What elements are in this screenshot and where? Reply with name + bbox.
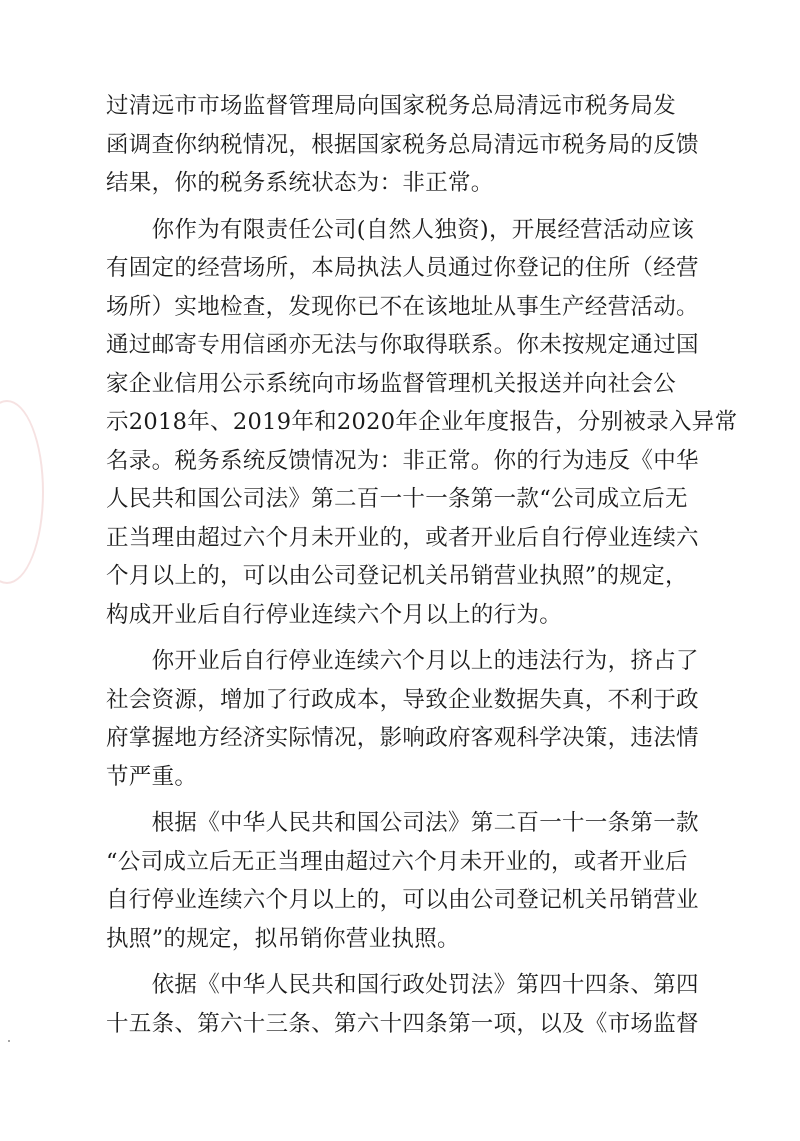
text-line: 通过邮寄专用信函亦无法与你取得联系。你未按规定通过国 bbox=[106, 332, 699, 358]
text-line: 节严重。 bbox=[106, 763, 198, 790]
text-line: 自行停业连续六个月以上的，可以由公司登记机关吊销营业 bbox=[106, 887, 699, 913]
text-line: 十五条、第六十三条、第六十四条第一项，以及《市场监督 bbox=[106, 1010, 699, 1037]
paragraph-legal-basis bbox=[106, 804, 699, 958]
text-line: 正当理由超过六个月未开业的，或者开业后自行停业连续六 bbox=[106, 524, 699, 551]
text-line: 执照”的规定，拟吊销你营业执照。 bbox=[106, 925, 460, 952]
text-line: 根据《中华人民共和国公司法》第二百一十一条第一款 bbox=[106, 810, 699, 836]
text-line: 家企业信用公示系统向市场监督管理机关报送并向社会公 bbox=[106, 370, 677, 397]
paragraph-tax-status bbox=[106, 87, 699, 203]
text-line: “公司成立后无正当理由超过六个月未开业的，或者开业后 bbox=[106, 848, 688, 875]
text-line: 构成开业后自行停业连续六个月以上的行为。 bbox=[106, 601, 563, 628]
document-body bbox=[106, 87, 738, 1043]
text-line: 名录。税务系统反馈情况为：非正常。你的行为违反《中华 bbox=[106, 447, 699, 474]
text-line: 场所）实地检查，发现你已不在该地址从事生产经营活动。 bbox=[106, 293, 699, 320]
text-line: 依据《中华人民共和国行政处罚法》第四十四条、第四 bbox=[106, 972, 699, 998]
text-line: 结果，你的税务系统状态为：非正常。 bbox=[106, 170, 494, 196]
text-line: 人民共和国公司法》第二百一十一条第一款“公司成立后无 bbox=[106, 486, 688, 512]
text-line: 你作为有限责任公司(自然人独资)，开展经营活动应该 bbox=[106, 216, 695, 243]
text-line: 个月以上的，可以由公司登记机关吊销营业执照”的规定， bbox=[106, 563, 688, 589]
paragraph-penalty-law bbox=[106, 966, 699, 1043]
text-line: 示2018年、2019年和2020年企业年度报告，分别被录入异常 bbox=[106, 409, 738, 435]
text-line: 函调查你纳税情况，根据国家税务总局清远市税务局的反馈 bbox=[106, 131, 699, 158]
text-line: 有固定的经营场所，本局执法人员通过你登记的住所（经营 bbox=[106, 255, 699, 281]
paragraph-severity bbox=[106, 642, 699, 796]
faint-seal-mark bbox=[0, 400, 44, 584]
scan-speck bbox=[8, 1040, 10, 1042]
paragraph-violation-facts bbox=[106, 211, 738, 635]
text-line: 社会资源，增加了行政成本，导致企业数据失真，不利于政 bbox=[106, 686, 699, 713]
text-line: 过清远市市场监督管理局向国家税务总局清远市税务局发 bbox=[106, 93, 677, 119]
text-line: 府掌握地方经济实际情况，影响政府客观科学决策，违法情 bbox=[106, 725, 699, 751]
text-line: 你开业后自行停业连续六个月以上的违法行为，挤占了 bbox=[106, 648, 699, 674]
